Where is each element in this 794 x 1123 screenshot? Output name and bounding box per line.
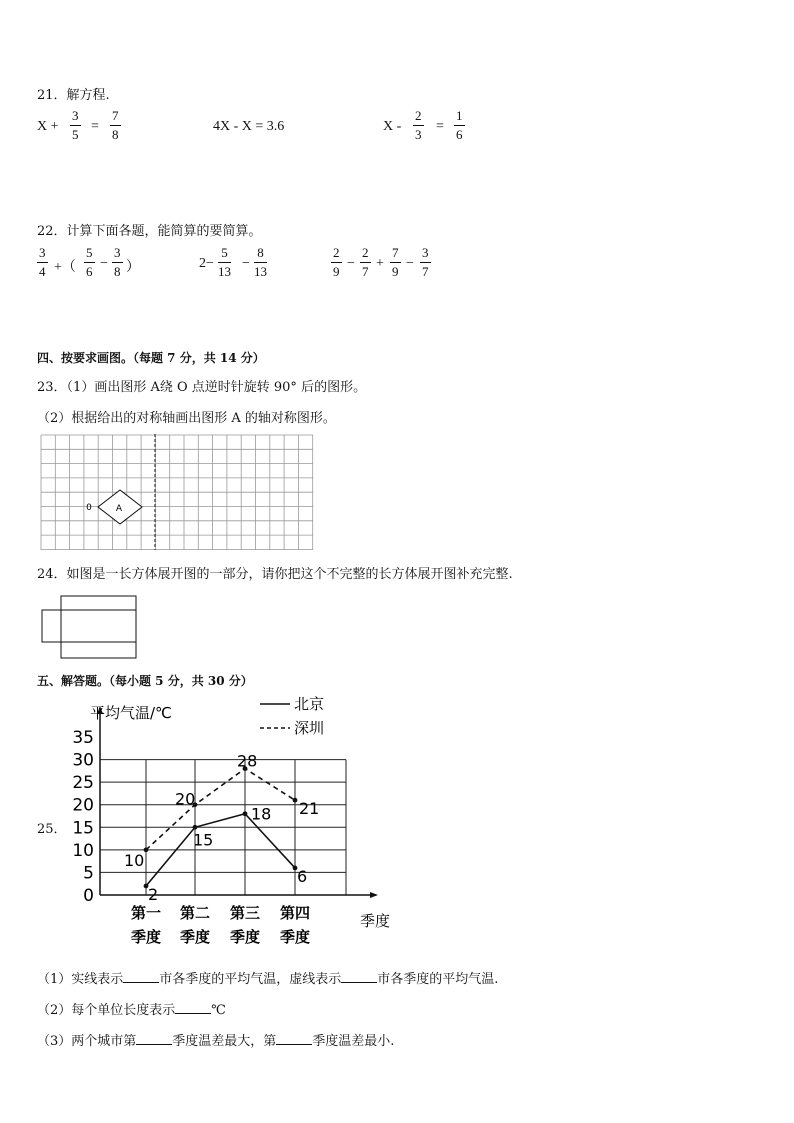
y-tick-label: 0 [83,886,94,906]
legend-label-shenzhen: 深圳 [294,719,325,737]
q21-eq1-lhs: X + [37,119,59,134]
point-o-label: 0 [86,503,92,513]
q24-net-figure [40,594,140,662]
series-line-shenzhen [146,769,295,850]
x-axis-arrow [370,892,378,898]
data-label: 20 [175,789,196,809]
y-tick-label: 20 [72,795,94,816]
data-point [243,811,248,816]
q21-eq1-equals: = [91,119,99,134]
q22-e3-frac-c: $\frac{7}{9}$ [392,245,399,279]
section4-title: 四、按要求画图。（每题 7 分，共 14 分） [37,351,265,365]
q22-e1-minus: − [100,256,108,271]
x-category-label: 季度 [229,928,261,946]
q22-title: 22．计算下面各题，能简算的要简算。 [37,224,262,239]
q25-sub1: （1）实线表示 市各季度的平均气温，虚线表示 市各季度的平均气温. [37,972,499,987]
q23-line2: （2）根据给出的对称轴画出图形 A 的轴对称图形。 [37,411,336,426]
q25-sub2: （2）每个单位长度表示 ℃ [37,1003,226,1018]
chart-legend [260,695,324,737]
q21-title: 21．解方程. [37,88,110,103]
q21-eq3-frac1: $\frac{2}{3}$ [415,108,422,142]
y-tick-label: 30 [72,750,94,771]
y-tick-label: 35 [72,728,94,748]
data-point [293,798,298,803]
q22-e1-frac-b: $\frac{5}{6}$ [86,245,93,279]
q25-number: 25． [37,822,67,837]
y-tick-label: 25 [72,773,94,794]
data-label: 18 [251,804,272,824]
q25-sub3: （3）两个城市第 季度温差最大，第 季度温差最小. [37,1034,395,1049]
legend-label-beijing: 北京 [294,695,325,713]
q22-e2-lead: 2− [199,256,214,271]
data-point [193,825,198,830]
q22-e3-frac-b: $\frac{2}{7}$ [362,245,369,279]
q22-e1-frac-a: $\frac{3}{4}$ [39,245,46,279]
data-label: 10 [124,850,145,870]
q22-e3-plus: + [376,256,384,271]
x-category-label: 第二 [179,904,211,922]
data-label: 6 [297,866,308,886]
q22-e3-frac-a: $\frac{2}{9}$ [333,245,340,279]
y-tick-label: 10 [72,840,94,861]
q22-e2-frac-b: $\frac{8}{13}$ [254,245,267,279]
chart-xlabel: 季度 [360,912,391,930]
section5-title: 五、解答题。（每小题 5 分，共 30 分） [37,674,253,688]
q21-eq2: 4X - X = 3.6 [213,119,285,134]
q24-text: 24．如图是一长方体展开图的一部分，请你把这个不完整的长方体展开图补充完整. [37,567,513,582]
chart-ylabel: 平均气温/℃ [90,704,172,722]
q21-eq3-frac2: $\frac{1}{6}$ [456,108,463,142]
x-category-label: 季度 [130,928,162,946]
y-tick-label: 15 [72,818,94,839]
q22-e1-close: ） [126,260,140,275]
temperature-line-chart [64,690,404,958]
q22-e2-minus: − [242,256,250,271]
q23-line1: 23．（1）画出图形 A绕 O 点逆时针旋转 90° 后的图形。 [37,380,367,395]
data-label: 28 [237,751,258,771]
x-category-label: 第三 [229,904,261,922]
x-category-label: 第一 [130,904,162,922]
q22-e2-frac-a: $\frac{5}{13}$ [218,245,231,279]
q21-eq1-frac1: $\frac{3}{5}$ [72,108,79,142]
q21-eq1-frac2: $\frac{7}{8}$ [112,108,119,142]
q22-e3-minus2: − [406,256,414,271]
q23-grid [40,434,314,552]
q21-eq3-equals: = [436,119,444,134]
q22-e1-frac-c: $\frac{3}{8}$ [114,245,121,279]
q21-eq3-lhs: X - [383,119,402,134]
x-category-label: 季度 [279,928,311,946]
data-label: 15 [193,830,214,850]
data-label: 2 [148,884,159,904]
shape-a-label: A [115,504,123,514]
x-category-label: 季度 [179,928,211,946]
y-tick-label: 5 [83,863,94,884]
q22-e3-frac-d: $\frac{3}{7}$ [422,245,429,279]
q22-e1-plus: +（ [54,260,76,275]
x-category-label: 第四 [279,904,311,922]
data-label: 21 [299,799,320,819]
q22-e3-minus1: − [347,256,355,271]
